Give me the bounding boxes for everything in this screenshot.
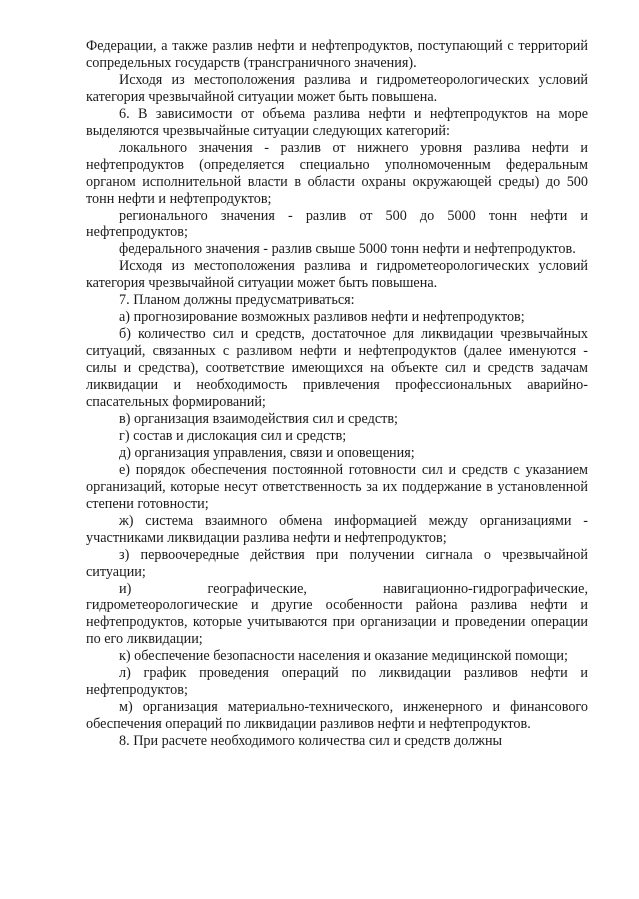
paragraph-13: д) организация управления, связи и оповещения; xyxy=(119,444,415,461)
paragraph-2: Исходя из местоположения разлива и гидрометеорологических условий категория чрезвычайной ситуации может быть повышена. xyxy=(86,71,588,105)
paragraph-21: 8. При расчете необходимого количества сил и средств должны xyxy=(119,733,503,750)
paragraph-1: Федерации, а также разлив нефти и нефтепродуктов, поступающий с территорий сопредельных государств (трансграничного значения). xyxy=(86,38,588,71)
paragraph-17: и) географические, навигационно-гидрографические, гидрометеорологические и другие особенности района разлива нефти и нефтепродуктов, которые учитываются при организации и проведении операции по его ликвидации; xyxy=(86,580,588,648)
paragraph-4: локального значения - разлив от нижнего уровня разлива нефти и нефтепродуктов (определяется специально уполномоченным федеральным органом исполнительной власти в области охраны окружающей среды) до 500 тонн нефти и нефтепродуктов; xyxy=(86,139,588,207)
document-page xyxy=(86,38,588,750)
paragraph-18: к) обеспечение безопасности населения и оказание медицинской помощи; xyxy=(119,648,568,665)
paragraph-3: 6. В зависимости от объема разлива нефти и нефтепродуктов на море выделяются чрезвычайные ситуации следующих категорий: xyxy=(86,105,588,139)
paragraph-12: г) состав и дислокация сил и средств; xyxy=(119,427,347,444)
paragraph-11: в) организация взаимодействия сил и средств; xyxy=(119,410,398,427)
paragraph-6: федерального значения - разлив свыше 5000 тонн нефти и нефтепродуктов. xyxy=(119,241,576,258)
paragraph-7: Исходя из местоположения разлива и гидрометеорологических условий категория чрезвычайной ситуации может быть повышена. xyxy=(86,258,588,292)
paragraph-20: м) организация материально-технического, инженерного и финансового обеспечения операций по ликвидации разливов нефти и нефтепродуктов. xyxy=(86,699,588,733)
paragraph-14: е) порядок обеспечения постоянной готовности сил и средств с указанием организаций, которые несут ответственность за их поддержание в установленной степени готовности; xyxy=(86,461,588,512)
paragraph-8: 7. Планом должны предусматриваться: xyxy=(119,292,355,309)
paragraph-15: ж) система взаимного обмена информацией между организациями - участниками ликвидации разлива нефти и нефтепродуктов; xyxy=(86,512,588,546)
paragraph-9: а) прогнозирование возможных разливов нефти и нефтепродуктов; xyxy=(119,309,525,326)
paragraph-16: з) первоочередные действия при получении сигнала о чрезвычайной ситуации; xyxy=(86,546,588,580)
paragraph-5: регионального значения - разлив от 500 до 5000 тонн нефти и нефтепродуктов; xyxy=(86,207,588,241)
paragraph-10: б) количество сил и средств, достаточное для ликвидации чрезвычайных ситуаций, связанных с разливом нефти и нефтепродуктов (далее именуются - силы и средства), соответствие имеющихся на объекте сил и средств задачам ликвидации и необходимость привлечения профессиональных аварийно-спасательных формирований; xyxy=(86,326,588,411)
paragraph-19: л) график проведения операций по ликвидации разливов нефти и нефтепродуктов; xyxy=(86,665,588,699)
